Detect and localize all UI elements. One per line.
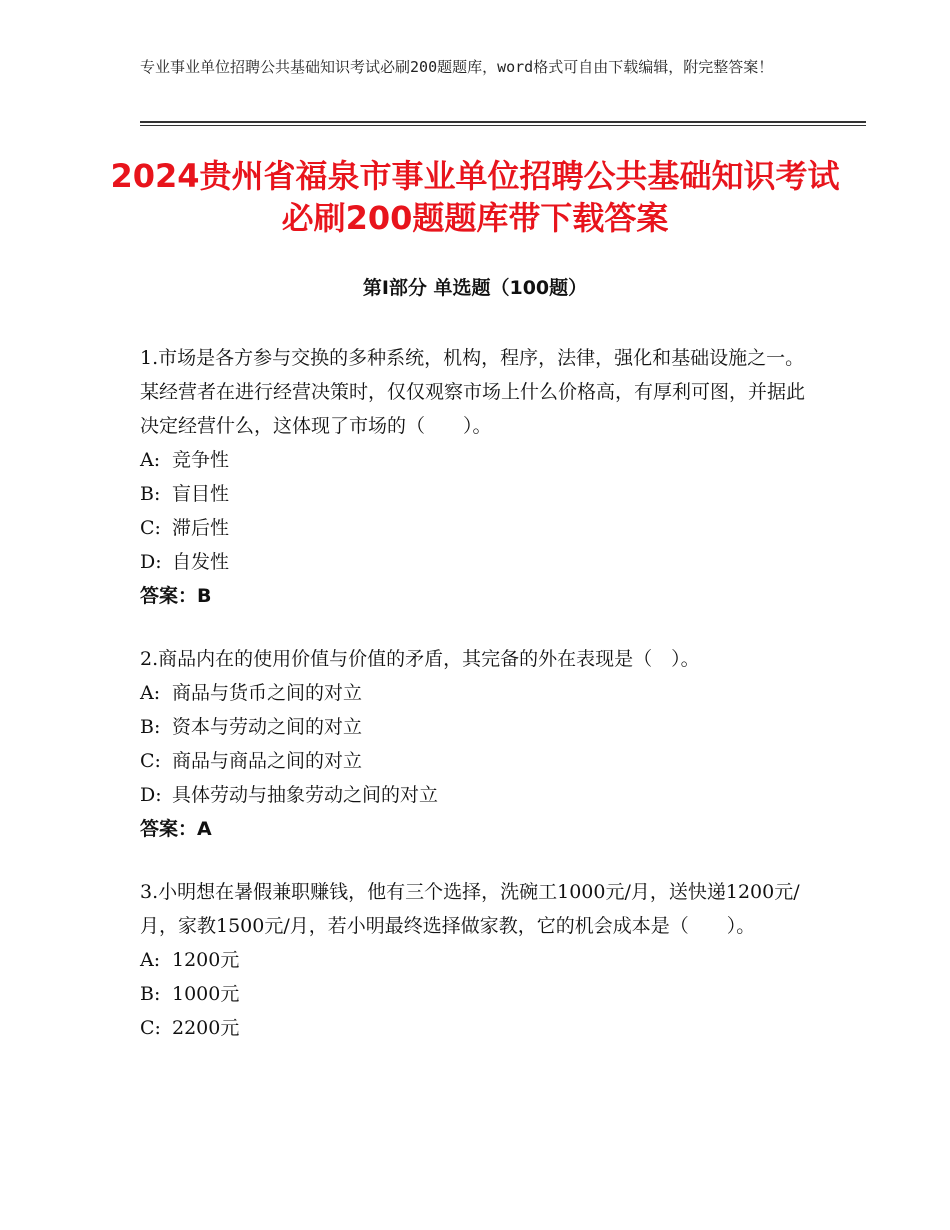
option-d (140, 778, 820, 812)
header-rule-thin (140, 125, 866, 126)
option-b (140, 477, 820, 511)
option-d (140, 545, 820, 579)
question-stem: 1.市场是各方参与交换的多种系统，机构，程序，法律，强化和基础设施之一。某经营者在进行经营决策时，仅仅观察市场上什么价格高，有厚利可图，并据此决定经营什么，这体现了市场的（ ）。 (140, 347, 806, 437)
option-letter: A: (140, 949, 161, 971)
option-b (140, 977, 820, 1011)
option-letter: B: (140, 716, 161, 738)
question-stem: 2.商品内在的使用价值与价值的矛盾，其完备的外在表现是（ ）。 (140, 648, 700, 670)
option-letter: B: (140, 983, 161, 1005)
option-text: 滞后性 (172, 517, 230, 539)
option-text: 商品与货币之间的对立 (172, 682, 363, 704)
question-3 (140, 875, 820, 1045)
option-text: 2200元 (172, 1017, 240, 1039)
question-2 (140, 642, 820, 846)
answer-line: 答案：A (140, 818, 212, 840)
option-letter: D: (140, 551, 162, 573)
option-letter: C: (140, 517, 161, 539)
option-letter: C: (140, 750, 161, 772)
header-note: 专业事业单位招聘公共基础知识考试必刷200题题库，word格式可自由下载编辑，附完整答案！ (140, 58, 774, 76)
option-text: 竞争性 (172, 449, 230, 471)
option-text: 1200元 (172, 949, 240, 971)
option-a (140, 443, 820, 477)
question-1 (140, 341, 820, 613)
section-heading: 第I部分 单选题（100题） (362, 277, 588, 299)
option-c (140, 511, 820, 545)
question-stem: 3.小明想在暑假兼职赚钱，他有三个选择，洗碗工1000元/月，送快递1200元/月，家教1500元/月，若小明最终选择做家教，它的机会成本是（ ）。 (140, 881, 800, 937)
option-a (140, 676, 820, 710)
option-text: 自发性 (172, 551, 230, 573)
option-letter: C: (140, 1017, 161, 1039)
option-c (140, 744, 820, 778)
option-text: 商品与商品之间的对立 (172, 750, 363, 772)
option-text: 盲目性 (172, 483, 230, 505)
option-text: 具体劳动与抽象劳动之间的对立 (172, 784, 439, 806)
option-letter: D: (140, 784, 162, 806)
answer-line: 答案：B (140, 585, 212, 607)
option-letter: B: (140, 483, 161, 505)
document-title: 2024贵州省福泉市事业单位招聘公共基础知识考试必刷200题题库带下载答案 (110, 157, 840, 237)
option-letter: A: (140, 682, 161, 704)
option-text: 1000元 (172, 983, 240, 1005)
option-b (140, 710, 820, 744)
option-a (140, 943, 820, 977)
option-letter: A: (140, 449, 161, 471)
header-rule-thick (140, 121, 866, 123)
option-c (140, 1011, 820, 1045)
option-text: 资本与劳动之间的对立 (172, 716, 363, 738)
question-list (140, 341, 820, 1074)
